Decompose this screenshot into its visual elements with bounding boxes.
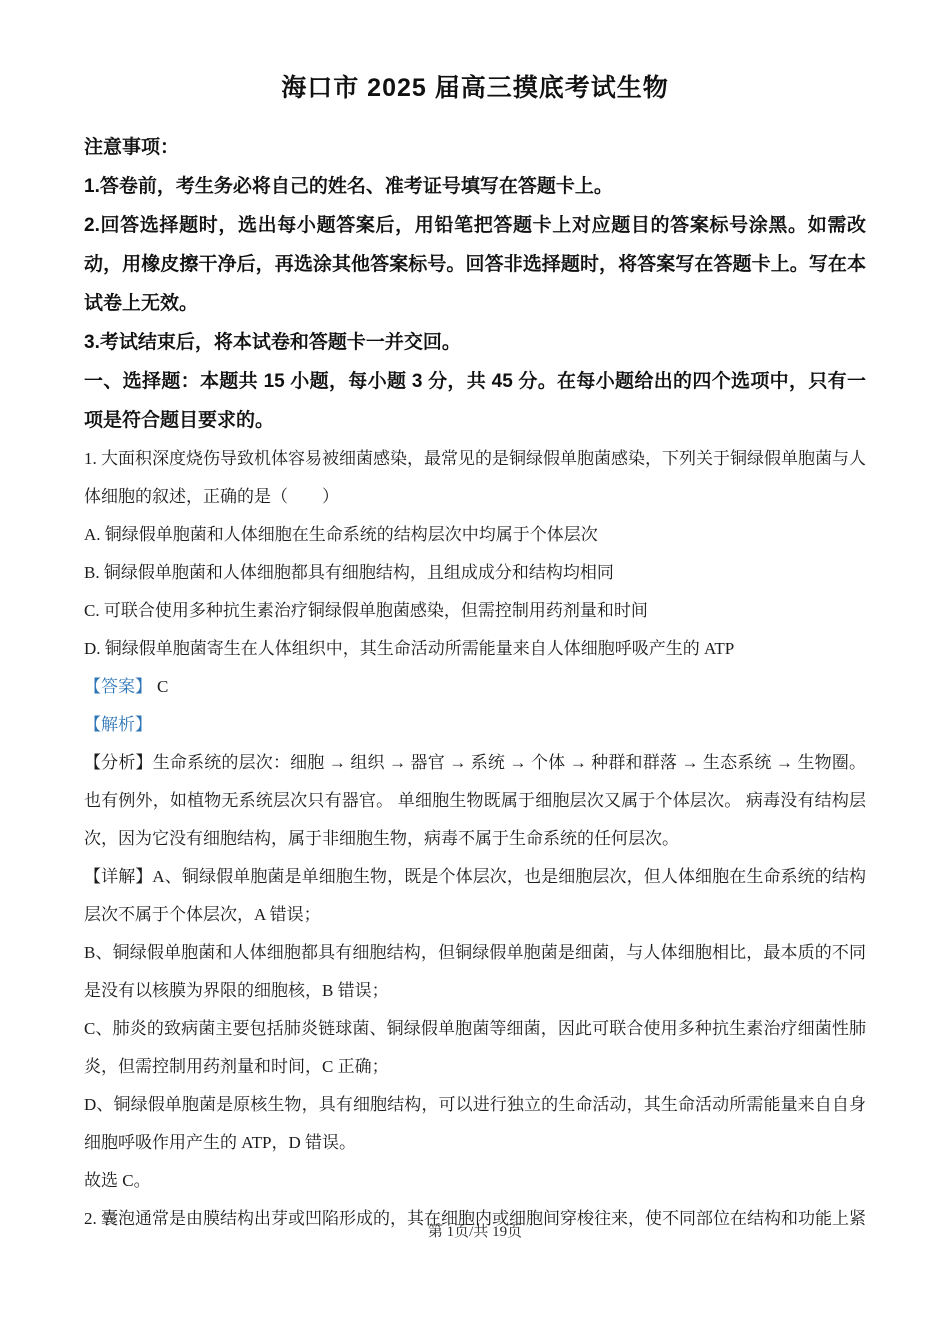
- notice-item-2: 2.回答选择题时，选出每小题答案后，用铅笔把答题卡上对应题目的答案标号涂黑。如需改动，用橡皮擦干净后，再选涂其他答案标号。回答非选择题时，将答案写在答题卡上。写在本试卷上无效。: [84, 215, 866, 314]
- question-1-stem: 1. 大面积深度烧伤导致机体容易被细菌感染，最常见的是铜绿假单胞菌感染，下列关于铜绿假单胞菌与人体细胞的叙述，正确的是（ ）: [84, 449, 866, 506]
- question-1-option-a: A. 铜绿假单胞菌和人体细胞在生命系统的结构层次中均属于个体层次: [84, 525, 598, 544]
- page-title: 海口市 2025 届高三摸底考试生物: [281, 74, 669, 102]
- answer-value: C: [157, 677, 169, 696]
- analysis-paragraph: 【分析】生命系统的层次：细胞 → 组织 → 器官 → 系统 → 个体 → 种群和群落 → 生态系统 → 生物圈。 也有例外，如植物无系统层次只有器官。 单细胞生物既属于细胞层次又属于个体层次。 病毒没有结构层次，因为它没有细胞结构，属于非细胞生物，病毒不属于生命系统的任何层次。: [84, 753, 866, 848]
- question-1-option-c: C. 可联合使用多种抗生素治疗铜绿假单胞菌感染，但需控制用药剂量和时间: [84, 601, 648, 620]
- notice-heading: 注意事项：: [84, 137, 180, 158]
- answer-line: [84, 668, 866, 706]
- detail-paragraph-a: 【详解】A、铜绿假单胞菌是单细胞生物，既是个体层次，也是细胞层次，但人体细胞在生命系统的结构层次不属于个体层次，A 错误；: [84, 867, 866, 924]
- section-heading: 一、选择题：本题共 15 小题，每小题 3 分，共 45 分。在每小题给出的四个选项中，只有一项是符合题目要求的。: [84, 371, 866, 431]
- notice-section: [84, 128, 866, 362]
- notice-item-3: 3.考试结束后，将本试卷和答题卡一并交回。: [84, 332, 461, 353]
- page-number-footer: 第 1页/共 19页: [427, 1224, 523, 1240]
- analysis-label-line: [84, 706, 866, 744]
- question-2-stem: 2. 囊泡通常是由膜结构出芽或凹陷形成的，其在细胞内或细胞间穿梭往来，使不同部位在结构和功能上紧: [84, 1209, 866, 1228]
- conclusion-line: 故选 C。: [84, 1171, 151, 1190]
- detail-paragraph-b: B、铜绿假单胞菌和人体细胞都具有细胞结构，但铜绿假单胞菌是细菌，与人体细胞相比，最本质的不同是没有以核膜为界限的细胞核，B 错误；: [84, 943, 866, 1000]
- answer-label: 【答案】: [84, 677, 152, 696]
- analysis-label: 【解析】: [84, 715, 152, 734]
- detail-paragraph-c: C、肺炎的致病菌主要包括肺炎链球菌、铜绿假单胞菌等细菌，因此可联合使用多种抗生素治疗细菌性肺炎，但需控制用药剂量和时间，C 正确；: [84, 1019, 866, 1076]
- question-1-option-d: D. 铜绿假单胞菌寄生在人体组织中，其生命活动所需能量来自人体细胞呼吸产生的 ATP: [84, 639, 735, 658]
- notice-item-1: 1.答卷前，考生务必将自己的姓名、准考证号填写在答题卡上。: [84, 176, 613, 197]
- question-1: [84, 440, 866, 1200]
- question-1-option-b: B. 铜绿假单胞菌和人体细胞都具有细胞结构，且组成成分和结构均相同: [84, 563, 614, 582]
- detail-paragraph-d: D、铜绿假单胞菌是原核生物，具有细胞结构，可以进行独立的生命活动，其生命活动所需能量来自自身细胞呼吸作用产生的 ATP，D 错误。: [84, 1095, 866, 1152]
